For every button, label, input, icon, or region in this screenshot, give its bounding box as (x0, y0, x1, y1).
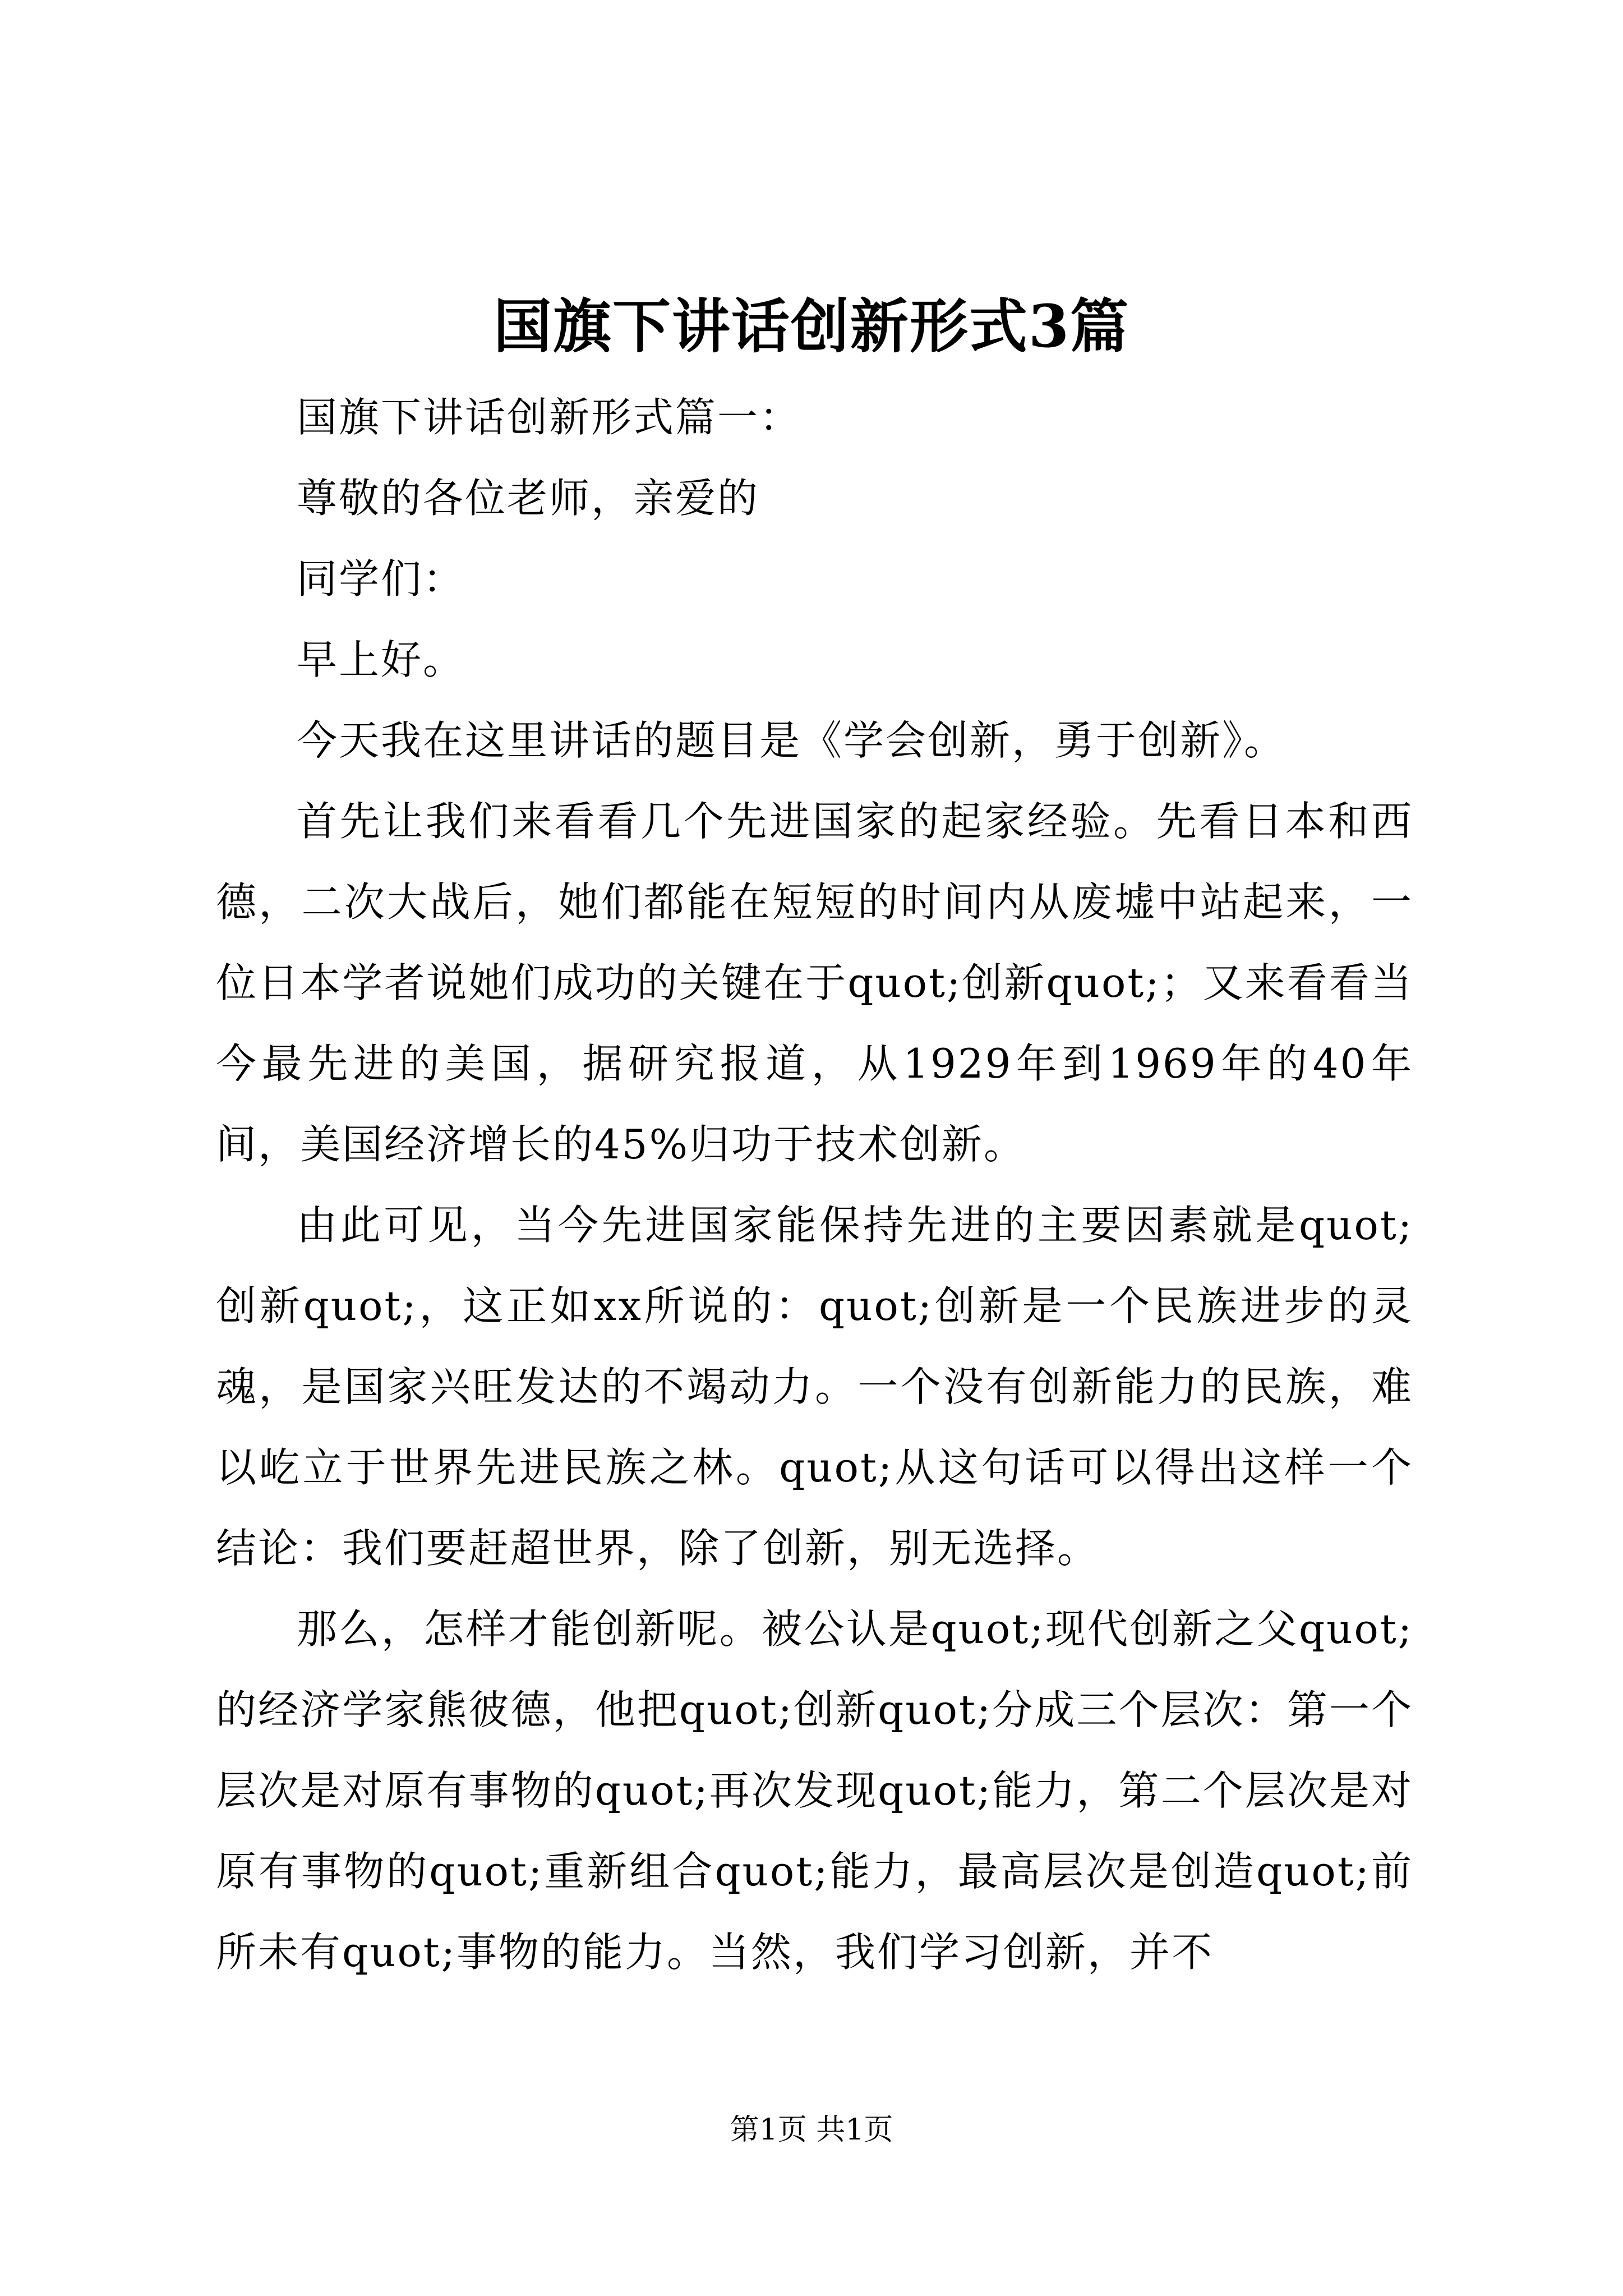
paragraph-how-to-innovate: 那么，怎样才能创新呢。被公认是quot;现代创新之父quot;的经济学家熊彼德，他把quot;创新quot;分成三个层次：第一个层次是对原有事物的quot;再次发现quot;能力，第二个层次是对原有事物的quot;重新组合quot;能力，最高层次是创造quot;前所未有quot;事物的能力。当然，我们学习创新，并不 (216, 1605, 1413, 1976)
paragraph-salutation: 尊敬的各位老师，亲爱的 (297, 475, 760, 522)
paragraph-topic: 今天我在这里讲话的题目是《学会创新，勇于创新》。 (297, 717, 1287, 764)
paragraph-conclusion: 由此可见，当今先进国家能保持先进的主要因素就是quot;创新quot;，这正如xx所说的：quot;创新是一个民族进步的灵魂，是国家兴旺发达的不竭动力。一个没有创新能力的民族，难以屹立于世界先进民族之林。quot;从这句话可以得出这样一个结论：我们要赶超世界，除了创新，别无选择。 (216, 1202, 1413, 1572)
document-title: 国旗下讲话创新形式3篇 (493, 292, 1130, 361)
paragraph-greeting: 早上好。 (297, 636, 465, 683)
page-footer: 第1页 共1页 (730, 2113, 893, 2147)
paragraph-salutation-continued: 同学们： (297, 555, 465, 602)
document-body (216, 377, 1413, 1993)
paragraph-examples: 首先让我们来看看几个先进国家的起家经验。先看日本和西德，二次大战后，她们都能在短短的时间内从废墟中站起来，一位日本学者说她们成功的关键在于quot;创新quot;；又来看看当今最先进的美国，据研究报道，从1929年到1969年的40年间，美国经济增长的45%归功于技术创新。 (216, 798, 1413, 1168)
paragraph-heading-part-one: 国旗下讲话创新形式篇一： (297, 394, 802, 441)
